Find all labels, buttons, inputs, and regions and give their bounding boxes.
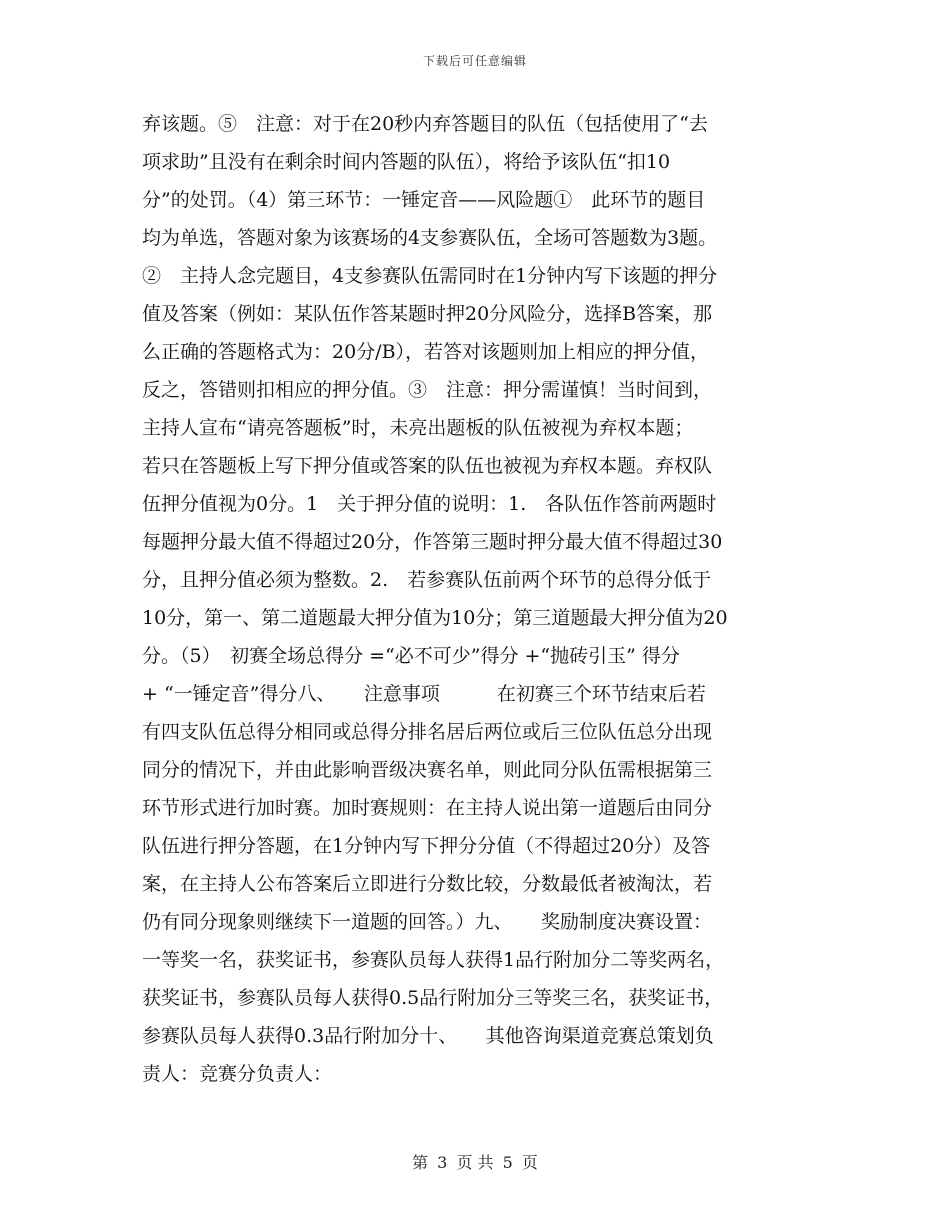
body-line: 一等奖一名，获奖证书，参赛队员每人获得1品行附加分二等奖两名，	[142, 949, 725, 971]
body-line: 伍押分值视为0分。1 关于押分值的说明：1. 各队伍作答前两题时	[142, 493, 717, 515]
body-line: ② 主持人念完题目，4支参赛队伍需同时在1分钟内写下该题的押分	[142, 265, 718, 287]
body-line: + “一锤定音”得分八、 注意事项 在初赛三个环节结束后若	[142, 683, 706, 705]
body-line: 责人：竞赛分负责人：	[142, 1063, 333, 1085]
body-line: 队伍进行押分答题，在1分钟内写下押分分值（不得超过20分）及答	[142, 835, 711, 857]
body-line: 分，且押分值必须为整数。2. 若参赛队伍前两个环节的总得分低于	[142, 569, 712, 591]
body-line: 同分的情况下，并由此影响晋级决赛名单，则此同分队伍需根据第三	[142, 759, 713, 781]
document-body	[142, 105, 822, 1093]
footer-suffix: 页	[521, 1153, 538, 1172]
footer-middle: 页 共	[456, 1153, 494, 1172]
footer-prefix: 第	[412, 1153, 429, 1172]
body-line: 均为单选，答题对象为该赛场的4支参赛队伍，全场可答题数为3题。	[142, 227, 718, 249]
body-line: 分”的处罚。（4）第三环节：一锤定音——风险题① 此环节的题目	[142, 189, 706, 211]
body-line: 仍有同分现象则继续下一道题的回答。）九、 奖励制度决赛设置：	[142, 911, 713, 933]
body-line: 么正确的答题格式为：20分/B），若答对该题则加上相应的押分值，	[142, 341, 710, 363]
body-line: 主持人宣布“请亮答题板”时，未亮出题板的队伍被视为弃权本题；	[142, 417, 694, 439]
body-line: 值及答案（例如：某队伍作答某题时押20分风险分，选择B答案，那	[142, 303, 713, 325]
body-line: 每题押分最大值不得超过20分，作答第三题时押分最大值不得超过30	[142, 531, 723, 553]
body-line: 分。（5） 初赛全场总得分 =“必不可少”得分 +“抛砖引玉” 得分	[142, 645, 680, 667]
body-line: 参赛队员每人获得0.3品行附加分十、 其他咨询渠道竞赛总策划负	[142, 1025, 714, 1047]
total-pages-number: 5	[502, 1153, 513, 1172]
body-line: 环节形式进行加时赛。加时赛规则：在主持人说出第一道题后由同分	[142, 797, 713, 819]
page-footer	[0, 1150, 950, 1173]
body-line: 有四支队伍总得分相同或总得分排名居后两位或后三位队伍总分出现	[142, 721, 713, 743]
body-line: 获奖证书，参赛队员每人获得0.5品行附加分三等奖三名，获奖证书，	[142, 987, 724, 1009]
body-line: 若只在答题板上写下押分值或答案的队伍也被视为弃权本题。弃权队	[142, 455, 713, 477]
current-page-number: 3	[437, 1153, 448, 1172]
body-line: 10分，第一、第二道题最大押分值为10分；第三道题最大押分值为20	[142, 607, 728, 629]
body-line: 案，在主持人公布答案后立即进行分数比较，分数最低者被淘汰，若	[142, 873, 713, 895]
body-line: 项求助”且没有在剩余时间内答题的队伍），将给予该队伍“扣10	[142, 151, 671, 173]
body-line: 弃该题。⑤ 注意：对于在20秒内弃答题目的队伍（包括使用了“去	[142, 113, 708, 135]
body-line: 反之，答错则扣相应的押分值。③ 注意：押分需谨慎！当时间到，	[142, 379, 713, 401]
page-header: 下载后可任意编辑	[422, 54, 527, 68]
